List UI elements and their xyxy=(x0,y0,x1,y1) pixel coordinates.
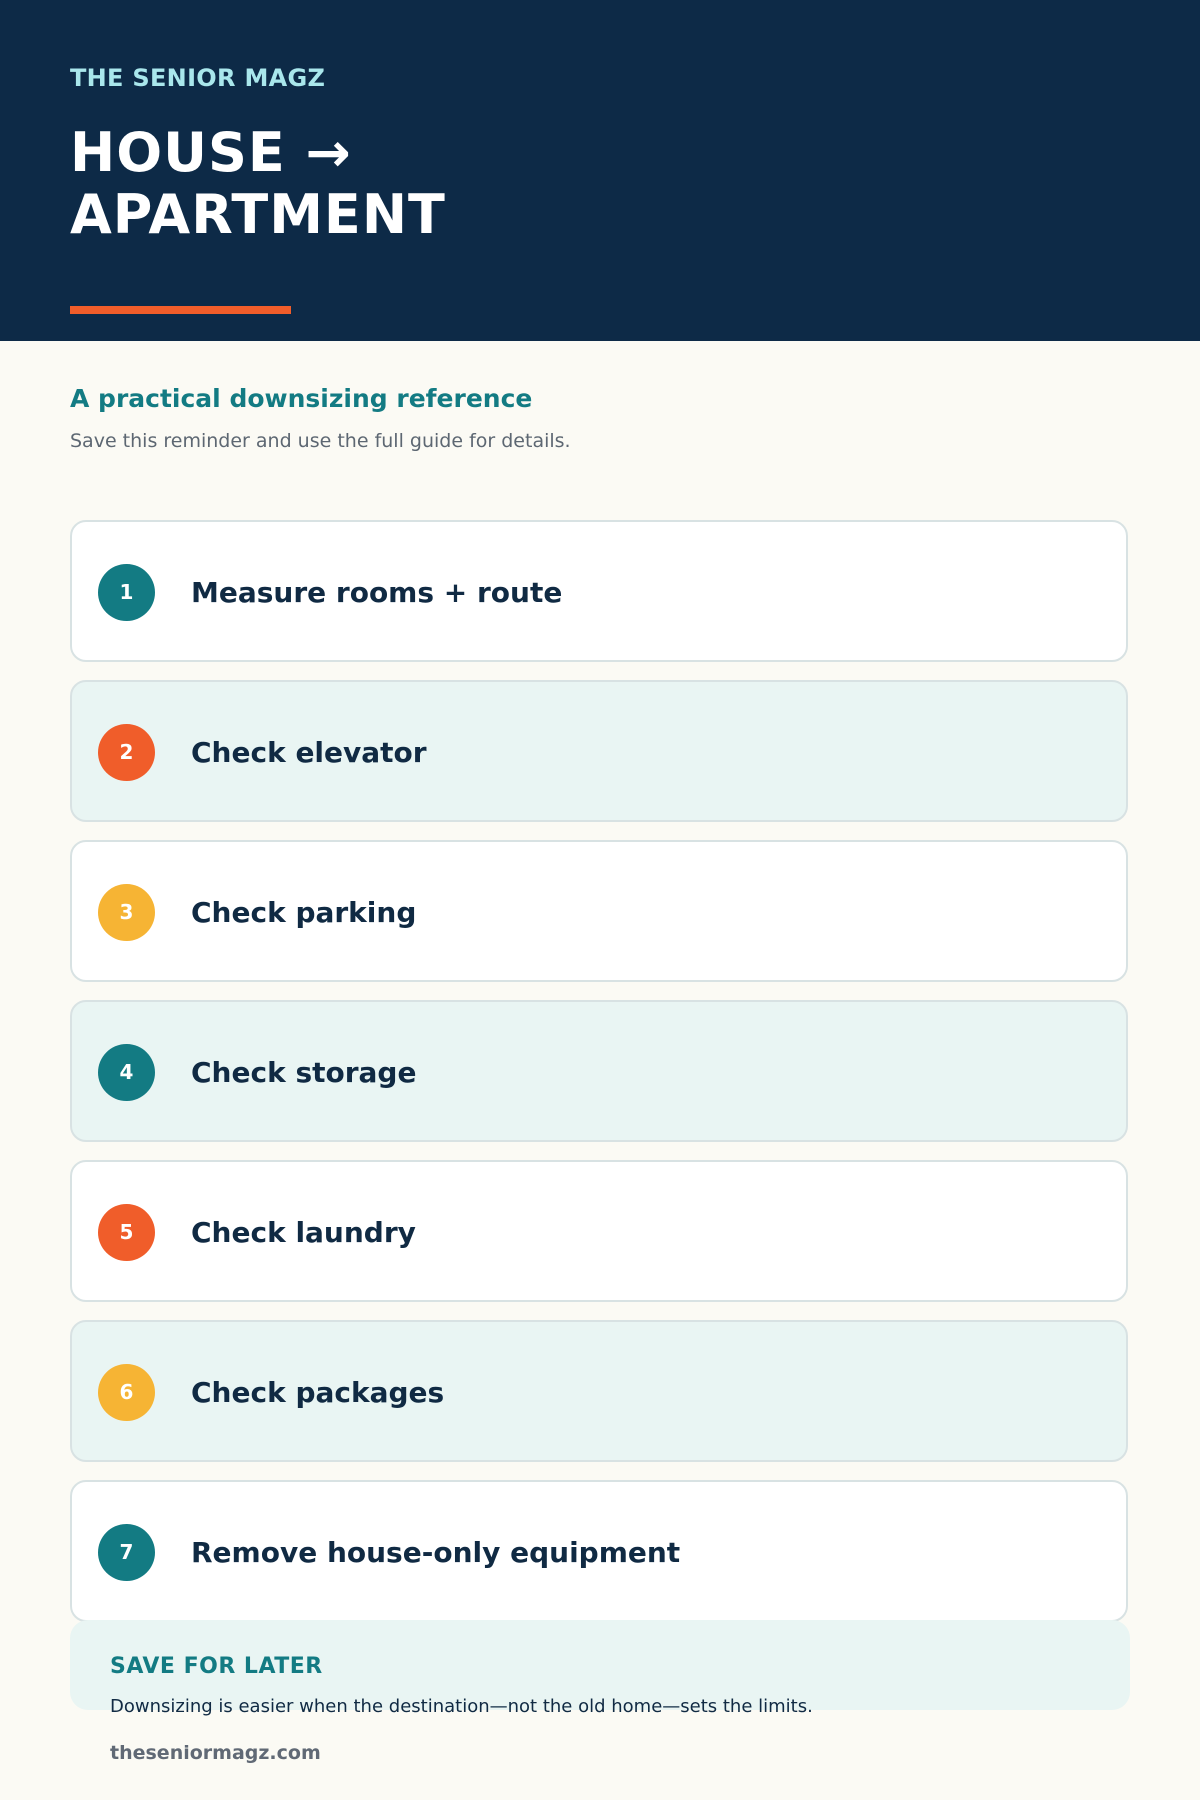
step-label: Check elevator xyxy=(191,736,427,769)
step-card-6 xyxy=(70,1320,1128,1462)
guide-subtitle: A practical downsizing reference xyxy=(70,384,533,413)
step-card-1 xyxy=(70,520,1128,662)
step-label: Check parking xyxy=(191,896,417,929)
page-title: HOUSE → APARTMENT xyxy=(70,121,446,246)
step-number-badge: 3 xyxy=(98,884,155,941)
step-number-badge: 7 xyxy=(98,1524,155,1581)
step-label: Check packages xyxy=(191,1376,445,1409)
step-number-badge: 1 xyxy=(98,564,155,621)
step-card-4 xyxy=(70,1000,1128,1142)
guide-note: Save this reminder and use the full guide for details. xyxy=(70,430,571,452)
step-card-2 xyxy=(70,680,1128,822)
website-url: theseniormagz.com xyxy=(110,1742,321,1764)
step-number-badge: 2 xyxy=(98,724,155,781)
step-label: Measure rooms + route xyxy=(191,576,563,609)
title-accent-bar xyxy=(70,306,291,314)
save-for-later-title: SAVE FOR LATER xyxy=(110,1654,323,1679)
step-card-3 xyxy=(70,840,1128,982)
step-label: Check storage xyxy=(191,1056,417,1089)
brand-name: THE SENIOR MAGZ xyxy=(70,64,326,92)
step-label: Check laundry xyxy=(191,1216,416,1249)
save-for-later-text: Downsizing is easier when the destination—not the old home—sets the limits. xyxy=(110,1696,813,1717)
save-for-later-box xyxy=(70,1620,1130,1717)
step-number-badge: 6 xyxy=(98,1364,155,1421)
step-number-badge: 4 xyxy=(98,1044,155,1101)
step-label: Remove house-only equipment xyxy=(191,1536,681,1569)
header xyxy=(0,0,1200,341)
step-number-badge: 5 xyxy=(98,1204,155,1261)
step-card-5 xyxy=(70,1160,1128,1302)
step-card-7 xyxy=(70,1480,1128,1622)
